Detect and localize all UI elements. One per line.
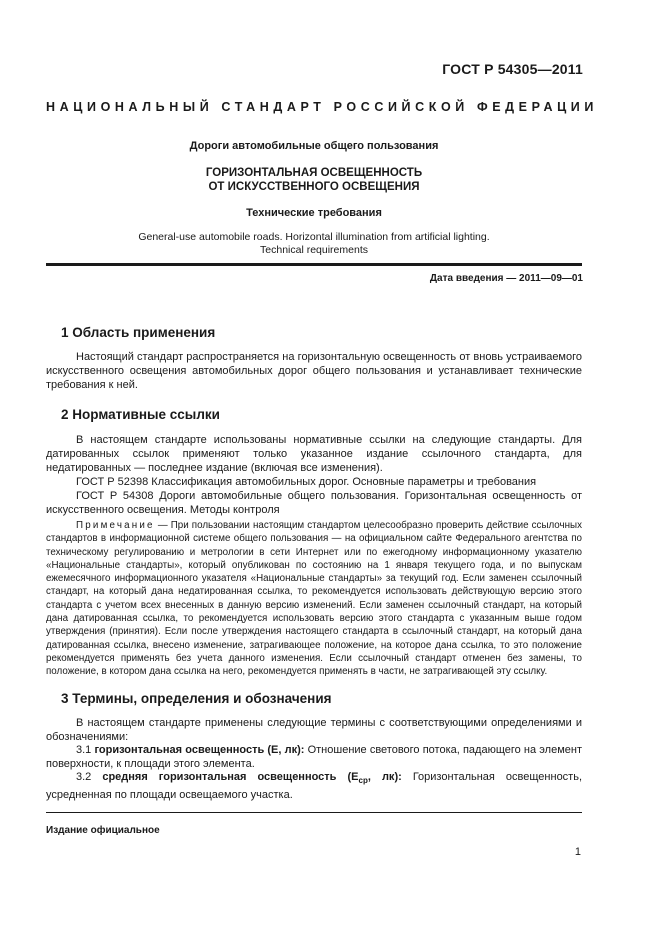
reference-gost-54308: ГОСТ Р 54308 Дороги автомобильные общего пользования. Горизонтальная освещенность от искусственного освещения. Методы контроля: [46, 490, 582, 517]
term-3-2-name: [102, 771, 402, 786]
term-3-1-name: горизонтальная освещенность (Е, лк):: [94, 744, 305, 756]
page-number: 1: [574, 846, 581, 858]
english-title-line-1: General-use automobile roads. Horizontal illumination from artificial lighting.: [138, 231, 490, 243]
title-line-1: ГОРИЗОНТАЛЬНАЯ ОСВЕЩЕННОСТЬ: [205, 167, 423, 179]
section-1-text: Настоящий стандарт распространяется на горизонтальную освещенность от вновь устраиваемого искусственного освещения автомобильных дорог общего пользования и устанавливает технические требования к ней.: [46, 351, 582, 392]
note-text: — При пользовании настоящим стандартом целесообразно проверить действие ссылочных стандартов в информационной системе общего пользования — на официальном сайте Федерального агентства по техническому регулированию и метрологии в сети Интернет или по ежегодному информационному указателю «Национальные стандарты», который опубликован по состоянию на 1 января текущего года, и по выпускам ежемесячного информационного указателя «Национальные стандарты» за текущий год. Если заменен ссылочный стандарт, на который дана недатированная ссылка, то рекомендуется использовать действующую версию этого стандарта с учетом всех внесенных в данную версию изменений. Если заменен ссылочный стандарт, на который дана датированная ссылка, то рекомендуется использовать версию этого стандарта с указанным выше годом утверждения (принятия). Если после утверждения настоящего стандарта в ссылочный стандарт, на который дана датированная ссылка, внесено изменение, затрагивающее положение, на которое дана ссылка, то это положение рекомендуется применять без учета данного изменения. Если ссылочный стандарт отменен без замены, то положение, в котором дана ссылка на него, рекомендуется применять в части, не затрагивающей эту ссылку.: [46, 520, 582, 678]
english-title-line-2: Technical requirements: [260, 243, 368, 256]
section-3-text: В настоящем стандарте применены следующие термины с соответствующими определениями и обозначениями:: [46, 717, 582, 744]
term-3-2-subscript: ср: [358, 776, 368, 786]
technical-requirements-label: Технические требования: [246, 207, 382, 219]
term-3-2: [46, 770, 582, 803]
term-3-2-definition: Горизонтальная освещенность, усредненная по площади освещаемого участка.: [46, 771, 583, 802]
term-3-2-name-suffix: , лк):: [367, 771, 402, 783]
english-title: [46, 231, 582, 256]
document-title: [46, 166, 582, 194]
section-2-text: В настоящем стандарте использованы нормативные ссылки на следующие стандарты. Для датированных ссылок применяют только указанное издание ссылочного стандарта, для недатированных — последнее издание (включая все изменения).: [46, 434, 582, 475]
title-line-2: ОТ ИСКУССТВЕННОГО ОСВЕЩЕНИЯ: [208, 181, 420, 193]
section-3-heading: 3 Термины, определения и обозначения: [61, 691, 332, 706]
introduction-date: Дата введения — 2011—09—01: [429, 273, 583, 284]
official-edition-label: Издание официальное: [46, 825, 160, 836]
document-subtitle: Дороги автомобильные общего пользования: [189, 140, 439, 152]
standard-number: ГОСТ Р 54305—2011: [442, 61, 583, 77]
footer-divider: [46, 812, 582, 813]
note-label: Примечание: [76, 520, 155, 531]
term-3-1-definition: Отношение светового потока, падающего на элемент поверхности, к площади этого элемента.: [46, 744, 582, 771]
term-3-2-name-part: средняя горизонтальная освещенность (Е: [102, 771, 359, 783]
section-2-note: [46, 519, 582, 679]
section-1-heading: 1 Область применения: [61, 325, 216, 340]
reference-gost-52398: ГОСТ Р 52398 Классификация автомобильных дорог. Основные параметры и требования: [76, 476, 537, 488]
national-standard-banner: НАЦИОНАЛЬНЫЙ СТАНДАРТ РОССИЙСКОЙ ФЕДЕРАЦИИ: [46, 100, 598, 114]
term-3-1-number: 3.1: [76, 744, 95, 756]
term-3-1: [46, 743, 582, 771]
term-3-2-number: 3.2: [76, 771, 103, 783]
section-2-heading: 2 Нормативные ссылки: [61, 407, 220, 422]
title-divider: [46, 263, 582, 266]
